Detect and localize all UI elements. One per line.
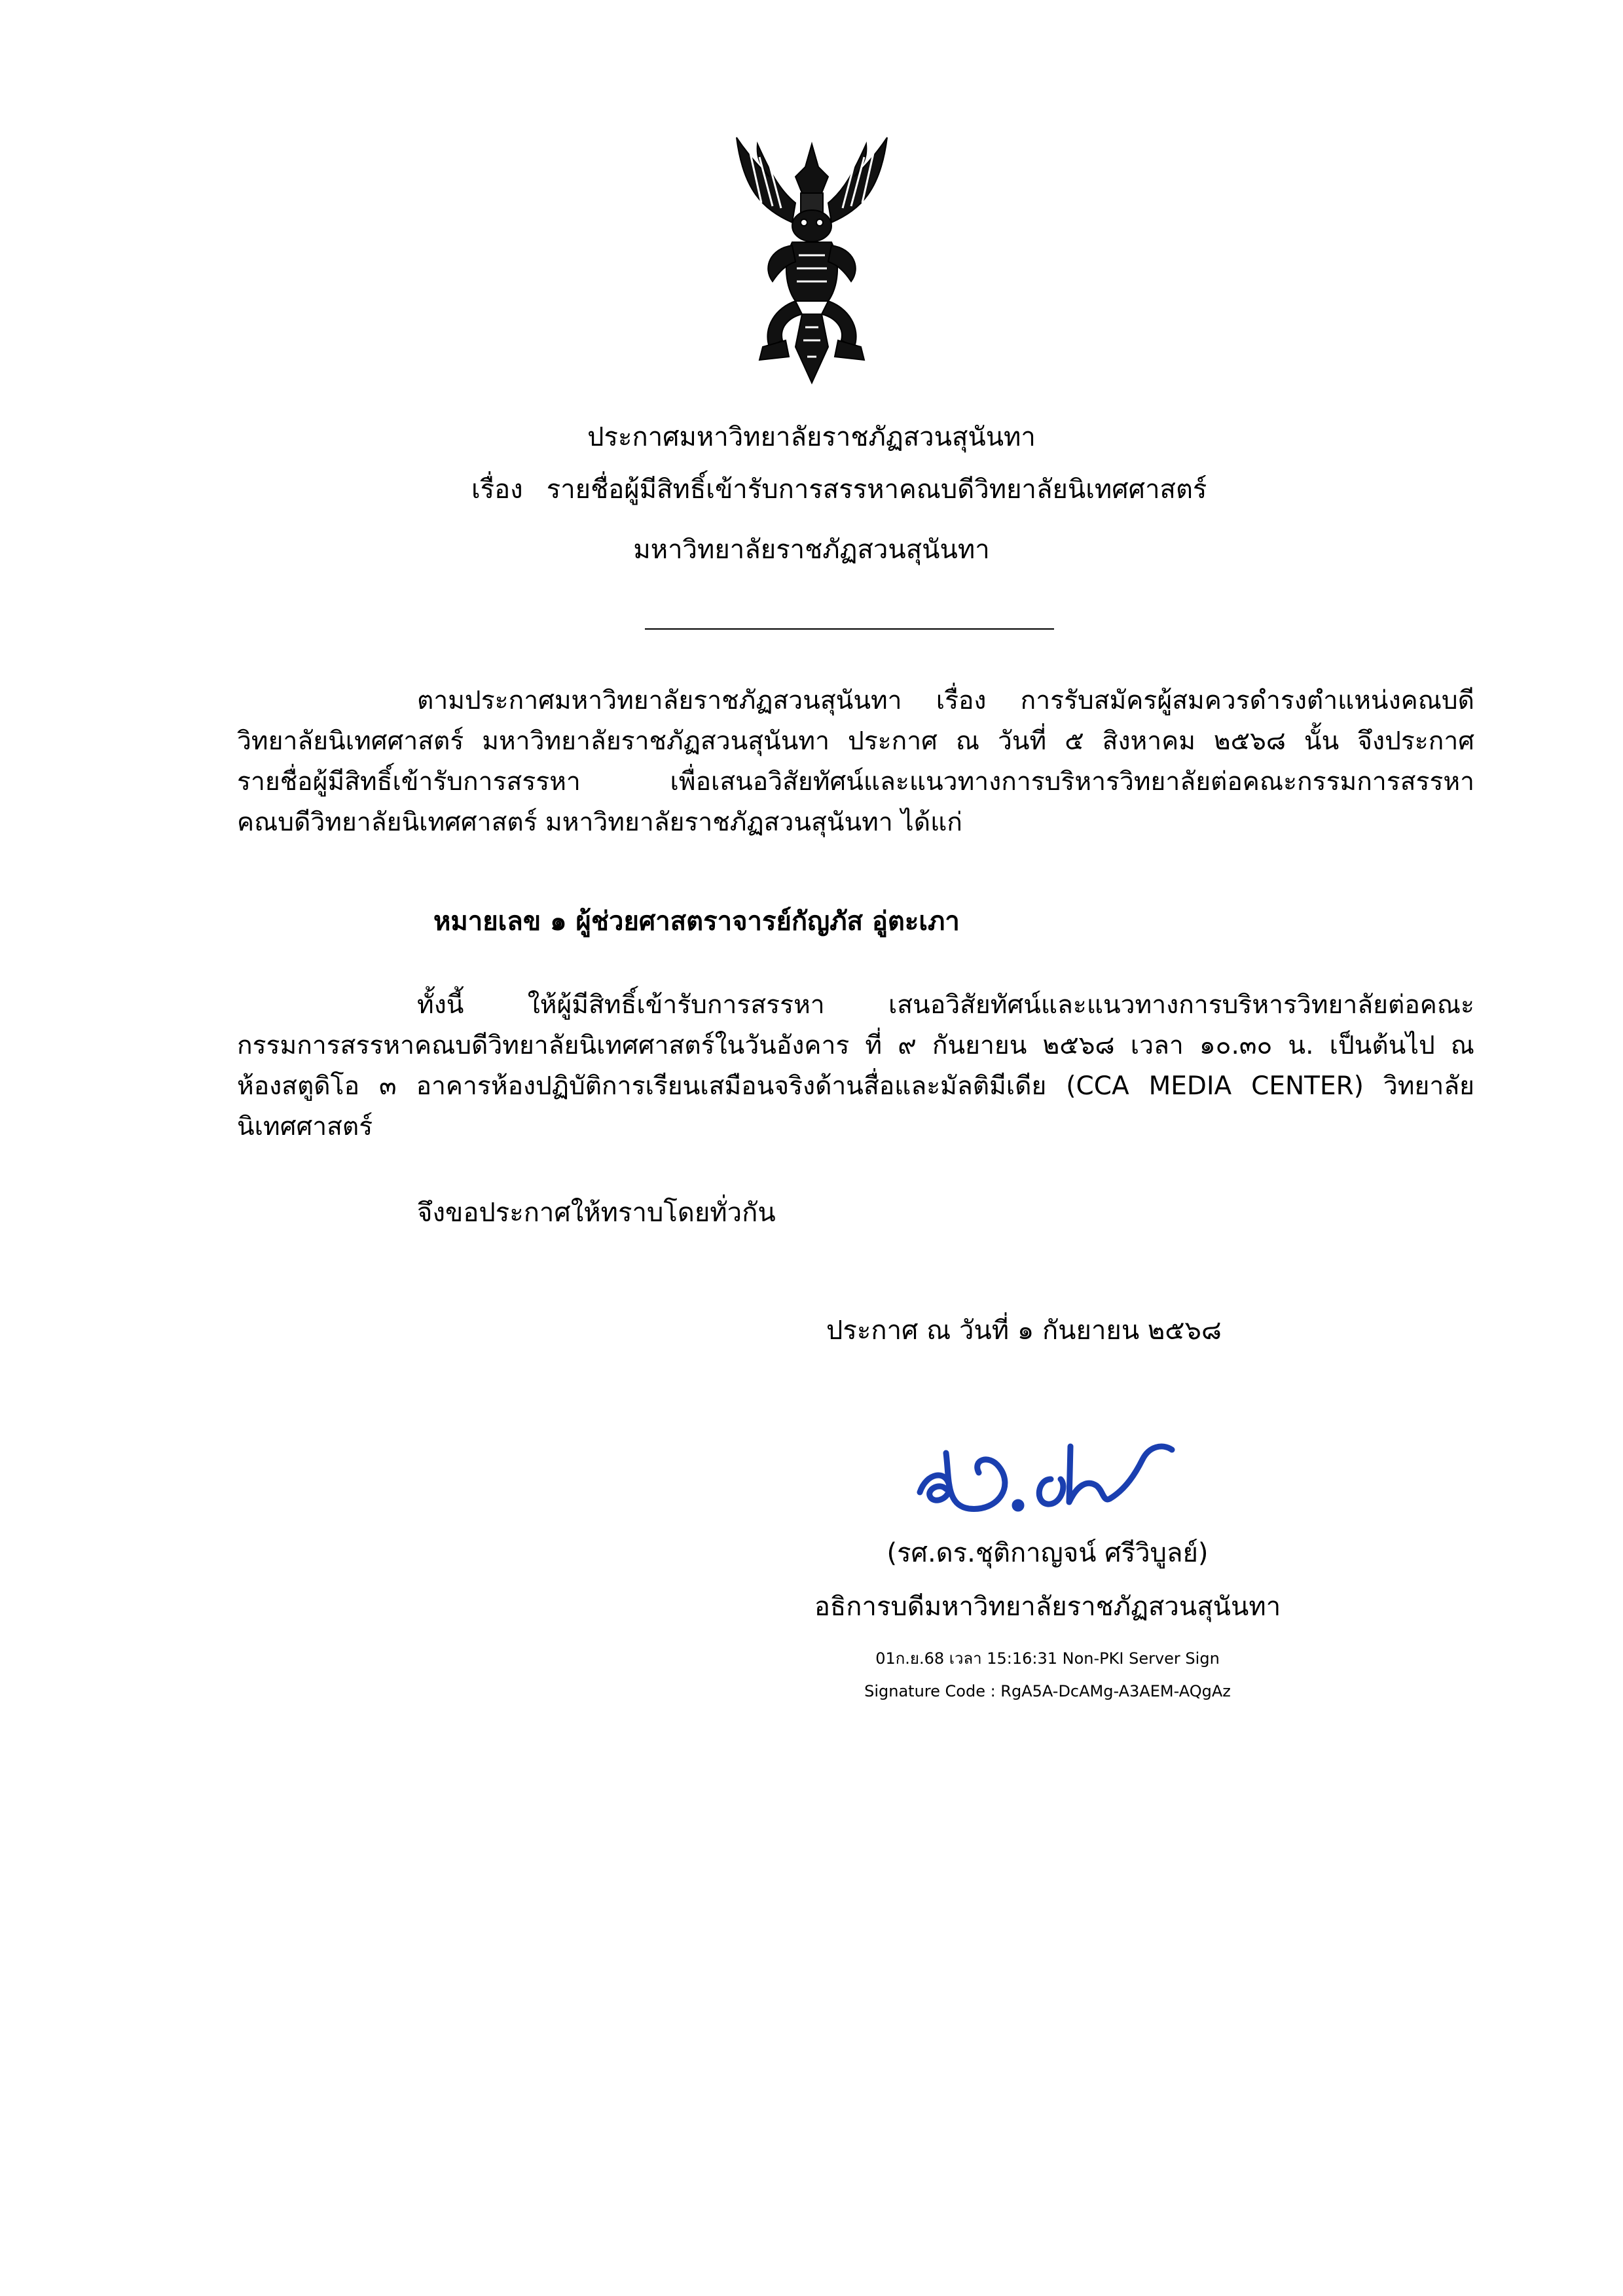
paragraph-2-line: ทั้งนี้ ให้ผู้มีสิทธิ์เข้ารับการสรรหา เสนอวิสัยทัศน์และแนวทางการบริหารวิทยาลัยต่อคณะ	[417, 990, 1474, 1020]
signer-position: อธิการบดีมหาวิทยาลัยราชภัฏสวนสุนันทา	[814, 1592, 1281, 1622]
header-divider	[645, 628, 1054, 630]
sign-timestamp: 01ก.ย.68 เวลา 15:16:31 Non-PKI Server Sign	[875, 1649, 1220, 1668]
handwritten-signature	[907, 1414, 1188, 1525]
paragraph-2-line: นิเทศศาสตร์	[237, 1112, 373, 1141]
paragraph-2-line: กรรมการสรรหาคณบดีวิทยาลัยนิเทศศาสตร์ในวันอังคาร ที่ ๙ กันยายน ๒๕๖๘ เวลา ๑๐.๓๐ น. เป็นต้นไป ณ	[237, 1031, 1474, 1060]
paragraph-2-line: ห้องสตูดิโอ ๓ อาคารห้องปฏิบัติการเรียนเสมือนจริงด้านสื่อและมัลติมีเดีย (CCA MEDIA CENTER) วิทยาลัย	[237, 1071, 1474, 1101]
nominee-line: หมายเลข ๑ ผู้ช่วยศาสตราจารย์กัญภัส อู่ตะเภา	[433, 906, 960, 937]
paragraph-1-line: วิทยาลัยนิเทศศาสตร์ มหาวิทยาลัยราชภัฏสวนสุนันทา ประกาศ ณ วันที่ ๕ สิงหาคม ๒๕๖๘ นั้น จึงประกาศ	[237, 726, 1474, 756]
signature-code: Signature Code : RgA5A-DcAMg-A3AEM-AQgAz	[864, 1682, 1231, 1700]
subject-line-2: มหาวิทยาลัยราชภัฏสวนสุนันทา	[633, 535, 990, 565]
signer-name: (รศ.ดร.ชุติกาญจน์ ศรีวิบูลย์)	[886, 1538, 1209, 1568]
announcement-date: ประกาศ ณ วันที่ ๑ กันยายน ๒๕๖๘	[826, 1316, 1222, 1346]
paragraph-1	[237, 681, 1474, 843]
garuda-emblem-icon	[723, 131, 900, 386]
paragraph-1-line: ตามประกาศมหาวิทยาลัยราชภัฏสวนสุนันทา เรื่อง การรับสมัครผู้สมควรดำรงตำแหน่งคณบดี	[417, 686, 1474, 715]
paragraph-1-line: คณบดีวิทยาลัยนิเทศศาสตร์ มหาวิทยาลัยราชภัฏสวนสุนันทา ได้แก่	[237, 808, 962, 837]
paragraph-2	[237, 985, 1474, 1147]
announcement-title: ประกาศมหาวิทยาลัยราชภัฏสวนสุนันทา	[587, 422, 1036, 452]
closing-text: จึงขอประกาศให้ทราบโดยทั่วกัน	[417, 1198, 776, 1228]
subject-text: รายชื่อผู้มีสิทธิ์เข้ารับการสรรหาคณบดีวิทยาลัยนิเทศศาสตร์	[546, 475, 1207, 505]
paragraph-1-line: รายชื่อผู้มีสิทธิ์เข้ารับการสรรหา เพื่อเสนอวิสัยทัศน์และแนวทางการบริหารวิทยาลัยต่อคณะกรรมการสรรหา	[237, 767, 1474, 797]
subject-line	[471, 470, 1207, 509]
subject-label: เรื่อง	[471, 475, 523, 505]
